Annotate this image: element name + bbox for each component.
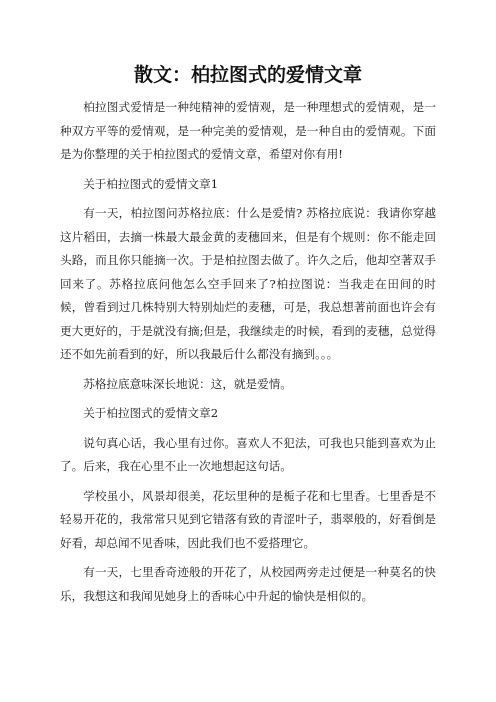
section-heading-2: 关于柏拉图式的爱情文章2 (83, 406, 219, 420)
story-paragraph: 有一天，柏拉图问苏格拉底：什么是爱情? 苏格拉底说：我请你穿越这片稻田，去摘一株最大最金黄的麦穗回来，但是有个规则：你不能走回头路，而且你只能摘一次。于是柏拉图去做了。许久之后，他却空著双手回来了。苏格拉底问他怎么空手回来了?柏拉图说：当我走在田间的时候，曾看到过几株特别大特别灿烂的麦穗，可是，我总想著前面也许会有更大更好的，于是就没有摘;但是，我继续走的时候，看到的麦穗，总觉得还不如先前看到的好，所以我最后什么都没有摘到。。。 (60, 206, 436, 361)
body-paragraph: 学校虽小，风景却很美，花坛里种的是栀子花和七里香。七里香是不轻易开花的，我常常只见到它错落有致的青涩叶子，翡翠般的，好看倒是好看，却总闻不见香味，因此我们也不爱搭理它。 (60, 488, 436, 550)
document-title: 散文：柏拉图式的爱情文章 (133, 64, 362, 86)
body-paragraph: 说句真心话，我心里有过你。喜欢人不犯法，可我也只能到喜欢为止了。后来，我在心里不止一次地想起这句话。 (60, 435, 436, 473)
body-paragraph: 有一天，七里香奇迹般的开花了，从校园两旁走过便是一种莫名的快乐，我想这和我闻见她身上的香味心中升起的愉快是相似的。 (60, 565, 436, 603)
intro-paragraph: 柏拉图式爱情是一种纯精神的爱情观，是一种理想式的爱情观，是一种双方平等的爱情观，是一种完美的爱情观，是一种自由的爱情观。下面是为你整理的关于柏拉图式的爱情文章，希望对你有用! (60, 100, 436, 161)
section-heading-1: 关于柏拉图式的爱情文章1 (83, 176, 219, 191)
conclusion-paragraph: 苏格拉底意味深长地说：这，就是爱情。 (83, 376, 292, 391)
document-page (60, 60, 436, 614)
